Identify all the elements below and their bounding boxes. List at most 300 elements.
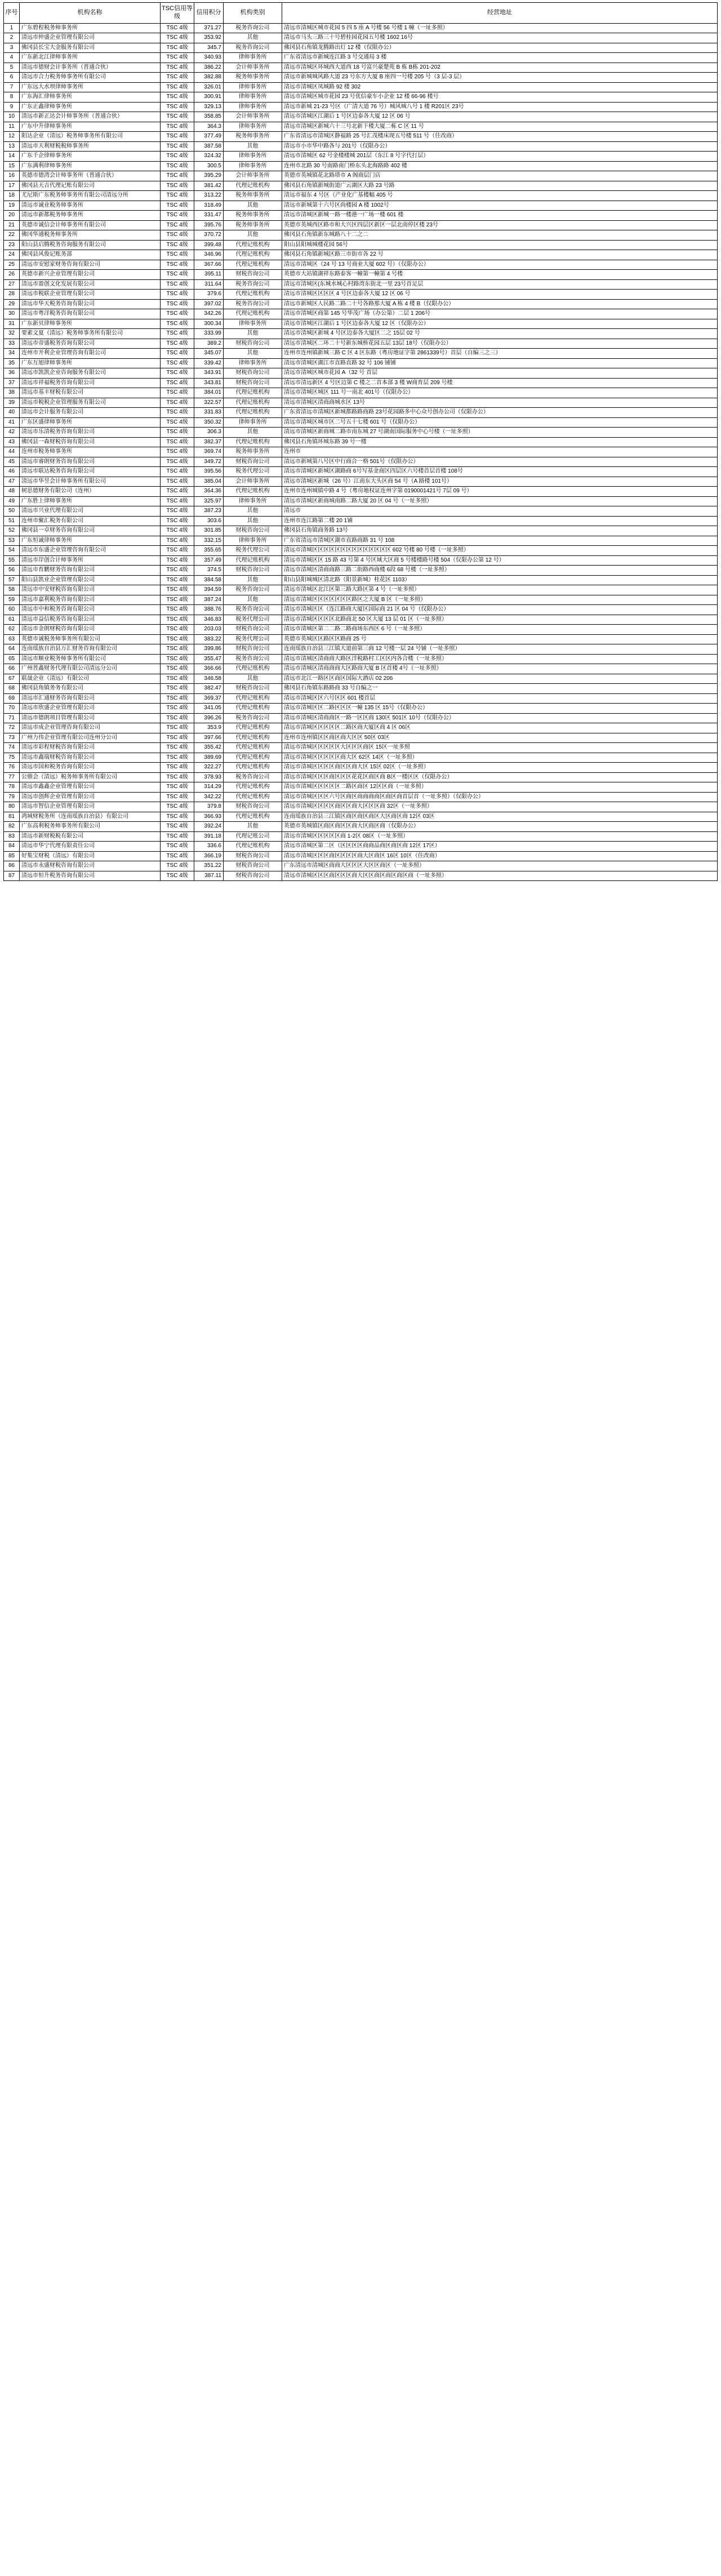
- cell-credit-score: 351.22: [194, 861, 224, 871]
- cell-index: 87: [4, 871, 20, 881]
- cell-credit-score: 329.13: [194, 102, 224, 112]
- cell-credit-level: TSC 4级: [161, 181, 194, 191]
- cell-institution-name: 佛冈华通税务师事务所: [20, 230, 161, 241]
- institution-credit-table: [3, 2, 718, 881]
- cell-credit-score: 379.6: [194, 290, 224, 300]
- cell-credit-score: 370.72: [194, 230, 224, 241]
- cell-index: 70: [4, 704, 20, 714]
- cell-address: 清远市清城区区区商区区区商大区区商区商区商区商（一址多照）: [282, 871, 718, 881]
- cell-address: 清远市清城区区六号区区 601 楼首层: [282, 693, 718, 704]
- cell-address: 清远市新城第十六号区尚楼园 A 楼 1002号: [282, 201, 718, 211]
- cell-credit-level: TSC 4级: [161, 33, 194, 43]
- cell-institution-name: 清远市顺业税务师事务所有限公司: [20, 654, 161, 664]
- cell-index: 46: [4, 467, 20, 477]
- cell-index: 21: [4, 220, 20, 230]
- cell-institution-name: 清远市税税企业管理服务有限公司: [20, 398, 161, 408]
- cell-category: 律师事务所: [224, 161, 282, 171]
- cell-category: 税务咨询公司: [224, 279, 282, 290]
- table-row: [4, 674, 718, 684]
- table-row: [4, 693, 718, 704]
- cell-index: 72: [4, 723, 20, 733]
- table-row: [4, 191, 718, 201]
- cell-credit-score: 387.23: [194, 506, 224, 517]
- table-row: [4, 555, 718, 566]
- cell-category: 税务咨询公司: [224, 713, 282, 723]
- cell-category: 其他: [224, 201, 282, 211]
- cell-address: 佛冈县石角镇新城街道广云湖区大路 23 号路: [282, 181, 718, 191]
- cell-index: 31: [4, 319, 20, 329]
- cell-address: 清远市清城区新商城南路二路大厦 20 区 04 号（一址多照）: [282, 496, 718, 506]
- cell-address: 清远市清城区新城六十三号北新下楼大厦二栋 C 区 11 号: [282, 122, 718, 132]
- cell-credit-level: TSC 4级: [161, 763, 194, 773]
- cell-credit-level: TSC 4级: [161, 704, 194, 714]
- table-row: [4, 625, 718, 635]
- cell-index: 74: [4, 743, 20, 753]
- cell-index: 37: [4, 378, 20, 388]
- table-row: [4, 122, 718, 132]
- cell-institution-name: 清远市恒升税务咨询有限公司: [20, 871, 161, 881]
- cell-index: 47: [4, 477, 20, 487]
- cell-credit-level: TSC 4级: [161, 644, 194, 655]
- table-row: [4, 141, 718, 152]
- cell-category: 税务咨询公司: [224, 772, 282, 782]
- cell-credit-score: 346.83: [194, 615, 224, 625]
- table-row: [4, 368, 718, 379]
- cell-credit-score: 381.42: [194, 181, 224, 191]
- cell-index: 24: [4, 250, 20, 260]
- cell-category: 律师事务所: [224, 536, 282, 546]
- cell-institution-name: 清远市东盛企业管理咨询有限公司: [20, 546, 161, 556]
- cell-index: 67: [4, 674, 20, 684]
- cell-credit-score: 399.48: [194, 240, 224, 250]
- col-header-credit-score: 信用积分: [194, 3, 224, 24]
- cell-category: 代理记账机构: [224, 743, 282, 753]
- cell-institution-name: 清远市凯凯企业咨询服务有限公司: [20, 368, 161, 379]
- cell-address: 清远市清城区区区区区商 1-2区 08区（一址多照）: [282, 831, 718, 842]
- table-row: [4, 763, 718, 773]
- cell-index: 22: [4, 230, 20, 241]
- cell-credit-level: TSC 4级: [161, 546, 194, 556]
- cell-credit-level: TSC 4级: [161, 871, 194, 881]
- cell-credit-level: TSC 4级: [161, 112, 194, 122]
- table-row: [4, 240, 718, 250]
- cell-address: 清远市清城区城市花园 5 四 5 座 A 号楼 56 号楼 1 幢（一址多照）: [282, 23, 718, 33]
- cell-category: 其他: [224, 516, 282, 526]
- table-row: [4, 566, 718, 576]
- cell-credit-level: TSC 4级: [161, 753, 194, 763]
- table-row: [4, 112, 718, 122]
- cell-credit-level: TSC 4级: [161, 861, 194, 871]
- cell-institution-name: 清远市益信税务咨询有限公司: [20, 615, 161, 625]
- table-row: [4, 654, 718, 664]
- cell-address: 英德市英城镇花北路塔市 A 阁商层门店: [282, 171, 718, 181]
- cell-credit-level: TSC 4级: [161, 516, 194, 526]
- table-row: [4, 585, 718, 595]
- cell-address: 清远市清城区凤城路 92 楼 302: [282, 82, 718, 92]
- cell-credit-score: 367.66: [194, 260, 224, 270]
- cell-institution-name: 清远市中安财税咨询有限公司: [20, 585, 161, 595]
- cell-credit-score: 326.01: [194, 82, 224, 92]
- cell-address: 连州市北路 30 号南路南门桥东头北海路路 402 楼: [282, 161, 718, 171]
- table-row: [4, 349, 718, 359]
- cell-index: 40: [4, 408, 20, 418]
- table-row: [4, 772, 718, 782]
- table-row: [4, 753, 718, 763]
- cell-index: 44: [4, 447, 20, 457]
- cell-category: 会计师事务所: [224, 63, 282, 73]
- cell-address: 连南瑶族自治县三江镇大道前第三商 12 号楼一层 24 号铺（一址多照）: [282, 644, 718, 655]
- table-row: [4, 339, 718, 349]
- cell-institution-name: 清远市乐清税务咨询有限公司: [20, 428, 161, 438]
- cell-address: 佛冈县石角镇东路路商 33 号自编之一: [282, 684, 718, 694]
- table-row: [4, 782, 718, 793]
- cell-category: 代理记账机构: [224, 309, 282, 319]
- cell-credit-score: 355.47: [194, 654, 224, 664]
- cell-index: 68: [4, 684, 20, 694]
- cell-address: 清远市清城区区区区区商大区 62区 14区（一址多照）: [282, 753, 718, 763]
- cell-credit-level: TSC 4级: [161, 230, 194, 241]
- cell-institution-name: 清远市欣盛企业管理有限公司: [20, 704, 161, 714]
- cell-category: 律师事务所: [224, 82, 282, 92]
- cell-institution-name: 连南瑶族自治县万汇财务咨询有限公司: [20, 644, 161, 655]
- cell-credit-level: TSC 4级: [161, 851, 194, 861]
- col-header-credit-level: TSC信用等级: [161, 3, 194, 24]
- cell-credit-score: 355.65: [194, 546, 224, 556]
- cell-credit-score: 384.58: [194, 575, 224, 585]
- cell-institution-name: 清远市成企业管理咨询有限公司: [20, 723, 161, 733]
- cell-address: 清远市清城区第二二路二路商场东西区 6 号（一址多照）: [282, 625, 718, 635]
- cell-credit-score: 384.01: [194, 388, 224, 398]
- table-row: [4, 664, 718, 674]
- cell-institution-name: 尤尼斯广东税务师事务所有限公司清远分所: [20, 191, 161, 201]
- cell-address: 清远市清城区区二路区区区一幢 135 区 15号（仅限办公）: [282, 704, 718, 714]
- cell-category: 代理记账机构: [224, 290, 282, 300]
- cell-institution-name: 广东远大水坝律师事务所: [20, 82, 161, 92]
- cell-index: 82: [4, 822, 20, 832]
- cell-institution-name: 清远市鑫瑞财税咨询有限公司: [20, 753, 161, 763]
- cell-credit-level: TSC 4级: [161, 201, 194, 211]
- cell-institution-name: 清远市新都税务师事务所: [20, 211, 161, 221]
- cell-credit-level: TSC 4级: [161, 53, 194, 63]
- cell-category: 税务咨询公司: [224, 605, 282, 615]
- cell-credit-level: TSC 4级: [161, 831, 194, 842]
- cell-credit-level: TSC 4级: [161, 388, 194, 398]
- cell-credit-level: TSC 4级: [161, 526, 194, 536]
- cell-credit-score: 395.76: [194, 220, 224, 230]
- cell-institution-name: 佛冈县一卓财务咨询有限公司: [20, 526, 161, 536]
- cell-credit-level: TSC 4级: [161, 398, 194, 408]
- cell-institution-name: 清远市基丰财税有限公司: [20, 388, 161, 398]
- cell-credit-level: TSC 4级: [161, 428, 194, 438]
- cell-address: 英德市英城镇区商区商区区商大区商区商（仅限办公）: [282, 822, 718, 832]
- cell-credit-level: TSC 4级: [161, 417, 194, 428]
- cell-institution-name: 佛冈县风俊记账务部: [20, 250, 161, 260]
- cell-institution-name: 清远市税联企业管理有限公司: [20, 290, 161, 300]
- table-row: [4, 102, 718, 112]
- cell-index: 33: [4, 339, 20, 349]
- table-row: [4, 526, 718, 536]
- cell-index: 53: [4, 536, 20, 546]
- cell-index: 6: [4, 73, 20, 83]
- cell-category: 财税咨询公司: [224, 526, 282, 536]
- cell-category: 其他: [224, 575, 282, 585]
- table-row: [4, 358, 718, 368]
- table-row: [4, 309, 718, 319]
- cell-address: 清远市清城区新商城二路市南东城 27 号湖南国际服务中心号楼（一址多照）: [282, 428, 718, 438]
- table-row: [4, 43, 718, 53]
- cell-address: 清远市清城区湖江市直路直路 32 号 106 铺铺: [282, 358, 718, 368]
- cell-address: 清远市清城区清商商城水区 13号: [282, 398, 718, 408]
- cell-address: 清远市清城区城市花园 A（32 号 首层: [282, 368, 718, 379]
- table-row: [4, 447, 718, 457]
- cell-category: 税务咨询公司: [224, 23, 282, 33]
- cell-index: 13: [4, 141, 20, 152]
- table-row: [4, 704, 718, 714]
- cell-category: 财税咨询公司: [224, 684, 282, 694]
- cell-index: 48: [4, 487, 20, 497]
- cell-category: 其他: [224, 141, 282, 152]
- cell-category: 律师事务所: [224, 319, 282, 329]
- cell-index: 27: [4, 279, 20, 290]
- cell-credit-score: 300.34: [194, 319, 224, 329]
- cell-index: 11: [4, 122, 20, 132]
- cell-credit-level: TSC 4级: [161, 792, 194, 802]
- cell-credit-level: TSC 4级: [161, 496, 194, 506]
- cell-credit-level: TSC 4级: [161, 279, 194, 290]
- cell-address: 清远市清城区城市区二号五十七楼 601 号（仅限办公）: [282, 417, 718, 428]
- cell-index: 29: [4, 299, 20, 309]
- cell-address: 清远市清城区清商商大路区洋税路村工区区内各合楼（一址多照）: [282, 654, 718, 664]
- cell-index: 78: [4, 782, 20, 793]
- cell-index: 63: [4, 634, 20, 644]
- cell-index: 85: [4, 851, 20, 861]
- cell-index: 81: [4, 812, 20, 822]
- cell-credit-level: TSC 4级: [161, 437, 194, 447]
- cell-address: 清远市清城区商第 145 号华茂广场（办公第）二层 1 206号: [282, 309, 718, 319]
- cell-institution-name: 广东满利律师事务所: [20, 161, 161, 171]
- cell-credit-level: TSC 4级: [161, 555, 194, 566]
- cell-institution-name: 清远市盈创文化发展有限公司: [20, 279, 161, 290]
- table-row: [4, 516, 718, 526]
- cell-index: 43: [4, 437, 20, 447]
- cell-address: 清远市新城城风路大道 23 号东方大厦 B 座四一号楼 205 号（3 层-3 层）: [282, 73, 718, 83]
- cell-index: 5: [4, 63, 20, 73]
- cell-credit-level: TSC 4级: [161, 299, 194, 309]
- cell-institution-name: 清远市金朗财税咨询有限公司: [20, 625, 161, 635]
- cell-address: 清远市小市华中路各与 201号（仅限办公）: [282, 141, 718, 152]
- cell-index: 69: [4, 693, 20, 704]
- cell-credit-score: 369.37: [194, 693, 224, 704]
- cell-address: 连州市: [282, 447, 718, 457]
- cell-index: 28: [4, 290, 20, 300]
- table-body: [4, 23, 718, 881]
- cell-address: 清远市清城区区区区商区区商大区 15区 02区（一址多照）: [282, 763, 718, 773]
- cell-address: 连南瑶族自治县三江镇区商区商区商区大区商区商 12区 03区: [282, 812, 718, 822]
- cell-credit-score: 369.74: [194, 447, 224, 457]
- table-row: [4, 428, 718, 438]
- cell-credit-score: 343.81: [194, 378, 224, 388]
- cell-institution-name: 清远市帝盛税务咨询有限公司: [20, 339, 161, 349]
- table-row: [4, 53, 718, 63]
- cell-address: 清远市清城区区区六号区商区商商商商区商区商首层首（一址多照）（仅限办公）: [282, 792, 718, 802]
- cell-institution-name: 树思德财务有限公司（连州）: [20, 487, 161, 497]
- cell-credit-score: 355.42: [194, 743, 224, 753]
- cell-category: 律师事务所: [224, 358, 282, 368]
- cell-index: 57: [4, 575, 20, 585]
- cell-category: 其他: [224, 33, 282, 43]
- cell-address: 清远市清城区环城西大道西 18 号富兴豪楚苑 B 栋 B栋 201-202: [282, 63, 718, 73]
- cell-credit-level: TSC 4级: [161, 684, 194, 694]
- cell-index: 8: [4, 92, 20, 103]
- table-row: [4, 230, 718, 241]
- table-row: [4, 506, 718, 517]
- cell-credit-level: TSC 4级: [161, 487, 194, 497]
- cell-category: 会计师事务所: [224, 112, 282, 122]
- cell-institution-name: 清远市岸创合计师事务所: [20, 555, 161, 566]
- cell-category: 代理记账公司: [224, 831, 282, 842]
- cell-category: 税务师事务所: [224, 191, 282, 201]
- cell-institution-name: 清远市新财税税有限公司: [20, 831, 161, 842]
- cell-credit-level: TSC 4级: [161, 23, 194, 33]
- cell-credit-score: 353.9: [194, 723, 224, 733]
- cell-index: 12: [4, 132, 20, 142]
- cell-credit-level: TSC 4级: [161, 674, 194, 684]
- cell-institution-name: 广东中升律师事务所: [20, 122, 161, 132]
- cell-address: 清远市清远新区 4 号区边第 C 楼之二首本部 3 楼 W商育层 209 号楼: [282, 378, 718, 388]
- table-row: [4, 161, 718, 171]
- cell-institution-name: 清远市新正达会计师事务所（普通合伙）: [20, 112, 161, 122]
- col-header-category: 机构类别: [224, 3, 282, 24]
- cell-category: 财税咨询公司: [224, 802, 282, 812]
- cell-category: 财税咨询公司: [224, 871, 282, 881]
- cell-category: 税务咨询公司: [224, 299, 282, 309]
- cell-category: 税务咨询公司: [224, 43, 282, 53]
- cell-institution-name: 连州市税务师事务所: [20, 447, 161, 457]
- cell-credit-level: TSC 4级: [161, 664, 194, 674]
- cell-institution-name: 连州市开利企业管理咨询有限公司: [20, 349, 161, 359]
- cell-credit-level: TSC 4级: [161, 240, 194, 250]
- cell-credit-score: 341.05: [194, 704, 224, 714]
- cell-category: 税务咨询公司: [224, 654, 282, 664]
- cell-category: 代理记账机构: [224, 260, 282, 270]
- cell-institution-name: 阳达企业（清远）税务师事务所有限公司: [20, 132, 161, 142]
- cell-address: 清远市新城区人民路二路二十号各路那大厦 A 栋 4 楼 B（仅限办公）: [282, 299, 718, 309]
- table-row: [4, 181, 718, 191]
- cell-credit-level: TSC 4级: [161, 733, 194, 743]
- table-row: [4, 684, 718, 694]
- cell-credit-level: TSC 4级: [161, 43, 194, 53]
- cell-credit-level: TSC 4级: [161, 536, 194, 546]
- cell-category: 财税咨询公司: [224, 861, 282, 871]
- cell-address: 清远市新城 21-23 号区（广清大道 76 号）城风城八号 1 楼 R201区 23号: [282, 102, 718, 112]
- cell-index: 19: [4, 201, 20, 211]
- cell-institution-name: 清远市中和税务咨询有限公司: [20, 605, 161, 615]
- cell-institution-name: 广州力伟企业管理有限公司连州分公司: [20, 733, 161, 743]
- cell-credit-score: 364.3: [194, 122, 224, 132]
- cell-category: 代理记账机构: [224, 782, 282, 793]
- cell-index: 35: [4, 358, 20, 368]
- cell-index: 36: [4, 368, 20, 379]
- cell-index: 23: [4, 240, 20, 250]
- cell-credit-level: TSC 4级: [161, 822, 194, 832]
- cell-address: 清远市清城区新城 4 号区边泰各大厦区二之 15层 02 号: [282, 329, 718, 339]
- cell-category: 律师事务所: [224, 122, 282, 132]
- cell-institution-name: 清远市华昱会计师事务所有限公司: [20, 477, 161, 487]
- cell-address: 清远市清城区城市花园 23 号优信豪车小企业 12 楼 66-96 楼号: [282, 92, 718, 103]
- table-row: [4, 634, 718, 644]
- cell-institution-name: 清远市合力税务师事务所有限公司: [20, 73, 161, 83]
- cell-address: 清远市清城区区区区区区区区区区区区区区 602 号楼 80 号楼（一址多照）: [282, 546, 718, 556]
- cell-institution-name: 佛冈县长宝大金服务有限公司: [20, 43, 161, 53]
- cell-category: 代理记账机构: [224, 753, 282, 763]
- cell-credit-level: TSC 4级: [161, 634, 194, 644]
- cell-category: 税务代理公司: [224, 546, 282, 556]
- cell-institution-name: 清远市睿朗财务咨询有限公司: [20, 457, 161, 467]
- cell-credit-score: 314.29: [194, 782, 224, 793]
- cell-credit-score: 303.6: [194, 516, 224, 526]
- cell-credit-score: 396.26: [194, 713, 224, 723]
- cell-credit-level: TSC 4级: [161, 506, 194, 517]
- cell-address: 清远市清城区区区区区区区路区之大厦 B 区（一址多照）: [282, 595, 718, 605]
- cell-credit-score: 386.22: [194, 63, 224, 73]
- cell-address: 清远市清城区(东城水城心村路湾东街北一里 23号首足层: [282, 279, 718, 290]
- cell-institution-name: 英德市诚税务师事务所有限公司: [20, 634, 161, 644]
- cell-category: 代理记账机构: [224, 723, 282, 733]
- cell-credit-score: 399.86: [194, 644, 224, 655]
- cell-credit-level: TSC 4级: [161, 191, 194, 201]
- cell-address: 清远市清城区江湖后 1 号区边泰各大厦 12 区（仅限办公）: [282, 319, 718, 329]
- cell-category: 财税咨询公司: [224, 625, 282, 635]
- table-row: [4, 171, 718, 181]
- cell-credit-level: TSC 4级: [161, 713, 194, 723]
- cell-category: 代理记账机构: [224, 664, 282, 674]
- cell-credit-score: 391.18: [194, 831, 224, 842]
- cell-institution-name: 连州市聚汇税务有限公司: [20, 516, 161, 526]
- table-row: [4, 398, 718, 408]
- cell-category: 其他: [224, 674, 282, 684]
- table-row: [4, 575, 718, 585]
- cell-index: 60: [4, 605, 20, 615]
- cell-institution-name: 清远市德财会计事务所（普通合伙）: [20, 63, 161, 73]
- cell-credit-level: TSC 4级: [161, 467, 194, 477]
- cell-institution-name: 广东碧程税务师事务所: [20, 23, 161, 33]
- cell-institution-name: 英德市新兴企业管理有限公司: [20, 270, 161, 280]
- cell-index: 59: [4, 595, 20, 605]
- table-row: [4, 851, 718, 861]
- cell-address: 广东省清远市清城区新城都路路商路 23号花园路多中心众号创办公司（仅限办公）: [282, 408, 718, 418]
- cell-credit-score: 203.03: [194, 625, 224, 635]
- table-row: [4, 487, 718, 497]
- cell-credit-level: TSC 4级: [161, 358, 194, 368]
- table-row: [4, 743, 718, 753]
- cell-credit-level: TSC 4级: [161, 693, 194, 704]
- cell-credit-level: TSC 4级: [161, 842, 194, 852]
- cell-address: 连州市连江路第二楼 20 1铺: [282, 516, 718, 526]
- cell-index: 65: [4, 654, 20, 664]
- cell-category: 税务代理公司: [224, 615, 282, 625]
- col-header-address: 经营地址: [282, 3, 718, 24]
- cell-credit-score: 371.27: [194, 23, 224, 33]
- cell-institution-name: 清远市国和税务咨询有限公司: [20, 763, 161, 773]
- cell-institution-name: 清远市祥福税务咨询有限公司: [20, 378, 161, 388]
- cell-address: 佛冈县石角镇环城东路 39 号一楼: [282, 437, 718, 447]
- cell-institution-name: 广东区盛律师事务所: [20, 417, 161, 428]
- cell-institution-name: 广东海汇律师事务所: [20, 92, 161, 103]
- cell-credit-level: TSC 4级: [161, 92, 194, 103]
- cell-category: 代理记账机构: [224, 733, 282, 743]
- cell-index: 79: [4, 792, 20, 802]
- cell-category: 代理记账机构: [224, 408, 282, 418]
